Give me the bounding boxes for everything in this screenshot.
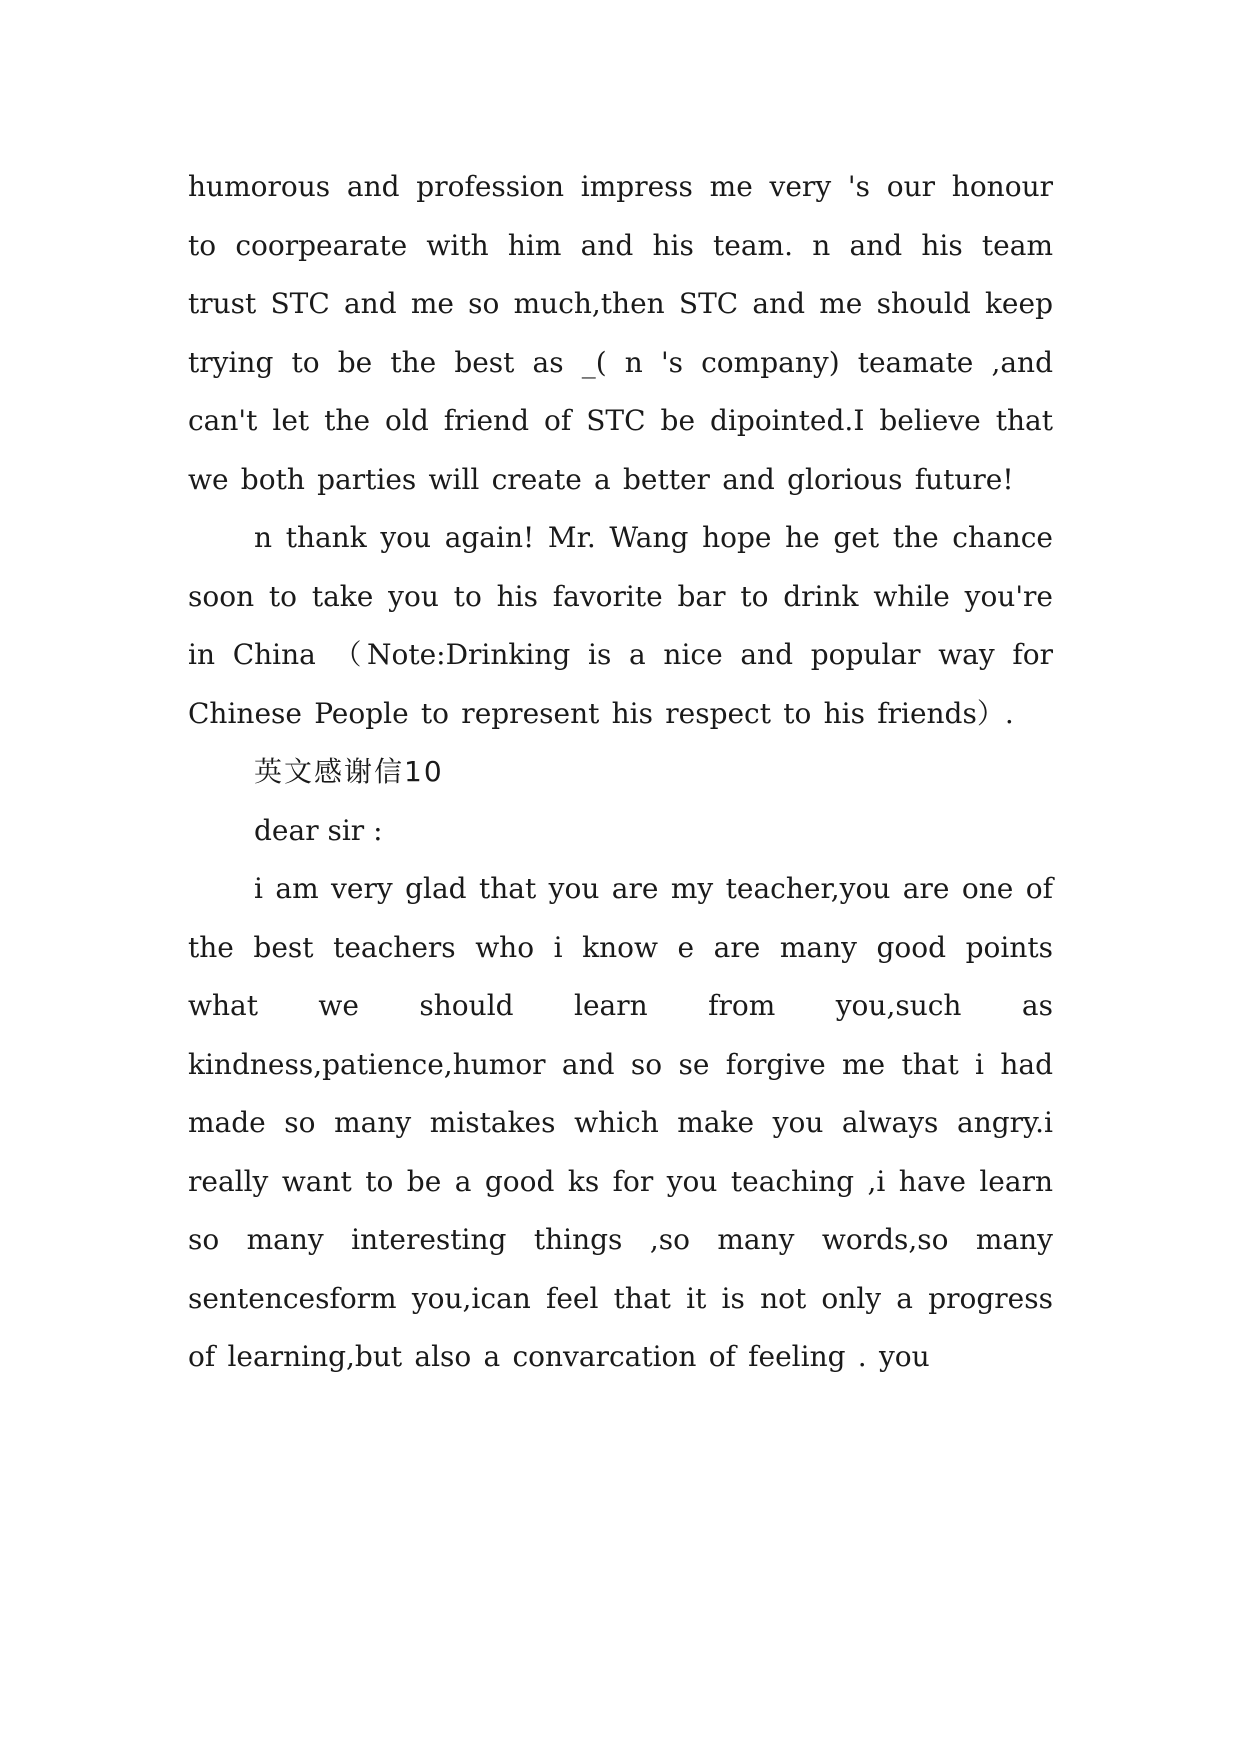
section-heading: 英文感谢信10 xyxy=(254,755,444,788)
letter-body: i am very glad that you are my teacher,you are one of the best teachers who i know e are many good points what we should learn from you,such as kindness,patience,humor and so se forgive me that i had made so many mistakes which make you always angry.i really want to be a good ks for you teaching ,i have learn so many interesting things ,so many words,so many sentencesform you,ican feel that it is not only a progress of learning,but also a convarcation of feeling . you xyxy=(188,872,1053,1373)
paragraph-continuation: humorous and profession impress me very 's our honour to coorpearate with him and his team. n and his team trust STC and me so much,then STC and me should keep trying to be the best as _( n 's company) teamate ,and can't let the old friend of STC be dipointed.I believe that we both parties will create a better and glorious future! xyxy=(188,170,1053,496)
salutation: dear sir : xyxy=(254,813,383,847)
paragraph-thanks-again: n thank you again! Mr. Wang hope he get the chance soon to take you to his favorite bar to drink while you're in China （Note:Drinking is a nice and popular way for Chinese People to represent his respect to his friends）. xyxy=(188,521,1053,730)
document-page xyxy=(188,158,1053,1387)
